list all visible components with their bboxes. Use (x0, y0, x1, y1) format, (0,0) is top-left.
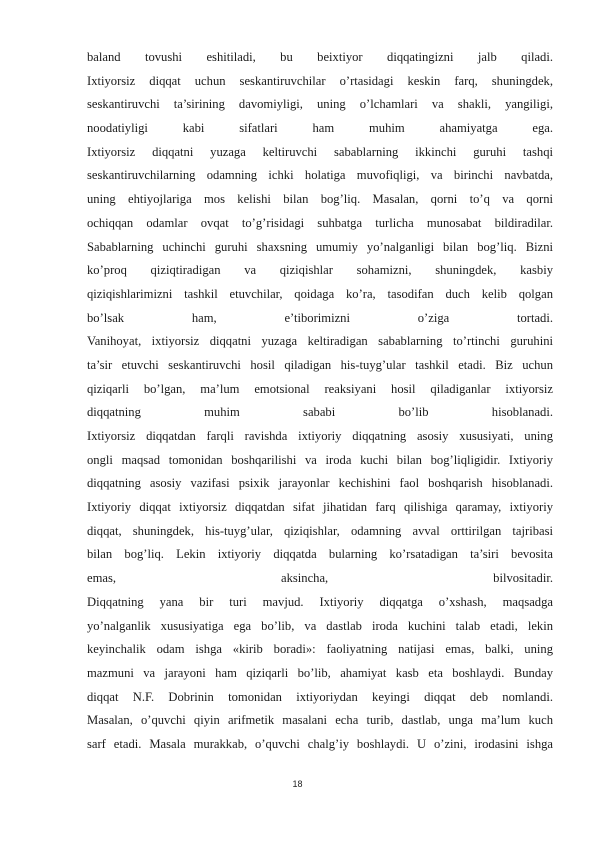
text-line-28: diqqat N.F. Dobrinin tomonidan ixtiyoriydan keyingi diqqat deb nomlandi. (87, 689, 553, 704)
text-line-30: sarf etadi. Masala murakkab, o’quvchi chalg’iy boshlaydi. U o’zini, irodasini ishga (87, 736, 553, 751)
text-line-17: Ixtiyorsiz diqqatdan farqli ravishda ixtiyoriy diqqatning asosiy xususiyati, uning (87, 429, 553, 443)
text-line-14: ta’sir etuvchi seskantiruvchi hosil qiladigan his-tuyg’ular tashkil etadi. Biz uchun (87, 357, 553, 372)
body-text (87, 46, 553, 757)
text-line-8: ochiqqan odamlar ovqat to’g’risidagi suhbatga turlicha munosabat bildiradilar. (87, 215, 553, 230)
text-line-20: Ixtiyoriy diqqat ixtiyorsiz diqqatdan sifat jihatidan farq qilishiga qaramay, ixtiyoriy (87, 500, 553, 515)
text-line-29: Masalan, o’quvchi qiyin arifmetik masalani echa turib, dastlab, unga ma’lum kuch (87, 713, 553, 728)
text-line-27: mazmuni va jarayoni ham qiziqarli bo’lib, ahamiyat kasb eta boshlaydi. Bunday (87, 665, 553, 680)
text-line-11: qiziqishlarimizni tashkil etuvchilar, qoidaga ko’ra, tasodifan duch kelib qolgan (87, 286, 553, 301)
text-line-9: Sabablarning uchinchi guruhi shaxsning umumiy yo’nalganligi bilan bog’liq. Bizni (87, 239, 553, 254)
text-line-23: emas, aksincha, bilvositadir. (87, 571, 553, 586)
text-line-22: bilan bog’liq. Lekin ixtiyoriy diqqatda bularning ko’rsatadigan ta’siri bevosita (87, 547, 553, 562)
text-line-4: noodatiyligi kabi sifatlari ham muhim ahamiyatga ega. (87, 121, 553, 136)
text-line-13: Vanihoyat, ixtiyorsiz diqqatni yuzaga keltiradigan sabablarning to’rtinchi guruhini (87, 334, 553, 349)
text-line-26: keyinchalik odam ishga «kirib boradi»: faoliyatning natijasi emas, balki, uning (87, 642, 553, 657)
text-line-15: qiziqarli bo’lgan, ma’lum emotsional reaksiyani hosil qiladiganlar ixtiyorsiz (87, 381, 553, 396)
text-line-6: seskantiruvchilarning odamning ichki holatiga muvofiqligi, va birinchi navbatda, (87, 168, 553, 183)
text-line-1: baland tovushi eshitiladi, bu beixtiyor diqqatingizni jalb qiladi. (87, 50, 553, 64)
text-line-7: uning ehtiyojlariga mos kelishi bilan bog’liq. Masalan, qorni to’q va qorni (87, 192, 553, 207)
text-line-21: diqqat, shuningdek, his-tuyg’ular, qiziqishlar, odamning avval orttirilgan tajribasi (87, 523, 553, 538)
page-number: 18 (292, 779, 303, 789)
text-line-25: yo’nalganlik xususiyatiga ega bo’lib, va dastlab iroda kuchini talab etadi, lekin (87, 618, 553, 633)
text-line-24: Diqqatning yana bir turi mavjud. Ixtiyoriy diqqatga o’xshash, maqsadga (87, 594, 553, 609)
text-line-5: Ixtiyorsiz diqqatni yuzaga keltiruvchi sabablarning ikkinchi guruhi tashqi (87, 144, 553, 159)
text-line-19: diqqatning asosiy vazifasi psixik jarayonlar kechishini faol boshqarish hisoblanadi. (87, 476, 553, 491)
text-line-18: ongli maqsad tomonidan boshqarilishi va iroda kuchi bilan bog’liqligidir. Ixtiyoriy (87, 452, 553, 467)
text-line-16: diqqatning muhim sababi bo’lib hisoblanadi. (87, 405, 553, 420)
text-line-3: seskantiruvchi ta’sirining davomiyligi, uning o’lchamlari va shakli, yangiligi, (87, 97, 553, 112)
text-line-12: bo’lsak ham, e’tiborimizni o’ziga tortadi. (87, 310, 553, 325)
text-line-2: Ixtiyorsiz diqqat uchun seskantiruvchilar o’rtasidagi keskin farq, shuningdek, (87, 73, 553, 88)
text-line-10: ko’proq qiziqtiradigan va qiziqishlar sohamizni, shuningdek, kasbiy (87, 263, 553, 278)
